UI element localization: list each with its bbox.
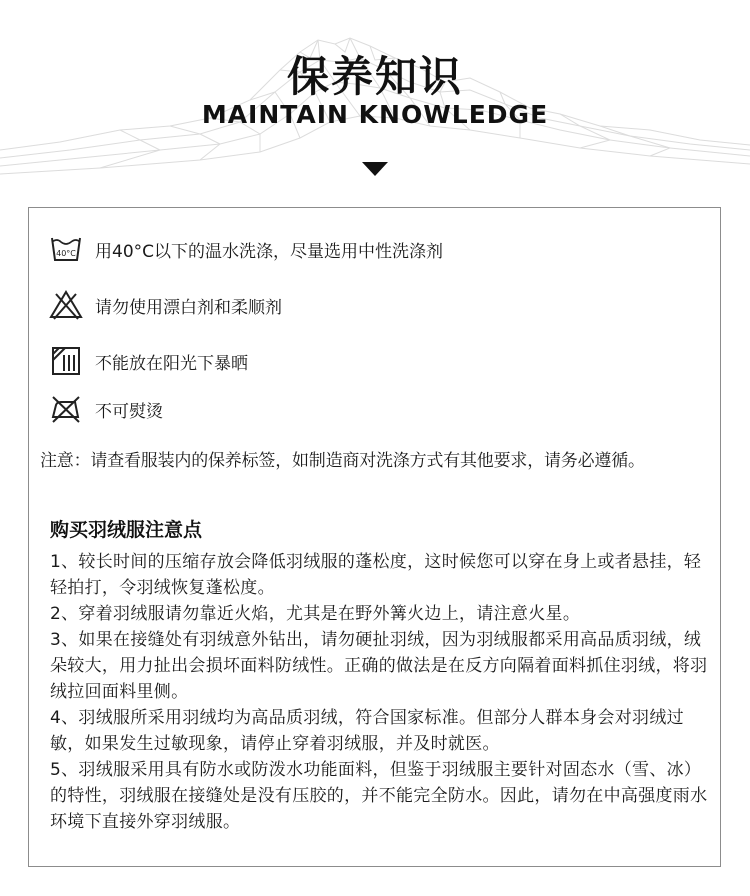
svg-text:40°C: 40°C (56, 249, 76, 258)
care-note: 注意：请查看服装内的保养标签，如制造商对洗涤方式有其他要求，请务必遵循。 (40, 451, 645, 471)
notice-item: 4、羽绒服所采用羽绒均为高品质羽绒，符合国家标准。但部分人群本身会对羽绒过敏，如果发生过敏现象，请停止穿着羽绒服，并及时就医。 (50, 708, 684, 754)
notice-item: 5、羽绒服采用具有防水或防泼水功能面料，但鉴于羽绒服主要针对固态水（雪、冰）的特性，羽绒服在接缝处是没有压胶的，并不能完全防水。因此，请勿在中高强度雨水环境下直接外穿羽绒服。 (50, 760, 708, 832)
care-info-box (28, 207, 721, 867)
no-bleach-icon (49, 290, 83, 320)
dry-in-shade-icon (49, 346, 83, 376)
notice-list (50, 549, 715, 835)
care-item-no-iron (49, 394, 163, 424)
notice-item: 3、如果在接缝处有羽绒意外钻出，请勿硬扯羽绒，因为羽绒服都采用高品质羽绒，绒朵较大，用力扯出会损坏面料防绒性。正确的做法是在反方向隔着面料抓住羽绒，将羽绒拉回面料里侧。 (50, 630, 708, 702)
care-item-no-bleach (49, 290, 282, 320)
down-arrow-icon (362, 162, 388, 176)
notice-item: 1、较长时间的压缩存放会降低羽绒服的蓬松度，这时候您可以穿在身上或者悬挂，轻轻拍打，令羽绒恢复蓬松度。 (50, 552, 702, 598)
no-iron-icon (49, 394, 83, 424)
section-title: 购买羽绒服注意点 (50, 519, 203, 541)
care-item-wash (49, 234, 443, 264)
care-item-label: 不可熨烫 (95, 401, 163, 422)
care-item-no-sun (49, 346, 248, 376)
notice-item: 2、穿着羽绒服请勿靠近火焰，尤其是在野外篝火边上，请注意火星。 (50, 604, 581, 624)
page-header (0, 0, 750, 200)
care-item-label: 不能放在阳光下暴晒 (95, 353, 248, 374)
page-title: 保养知识 (286, 52, 463, 101)
care-item-label: 请勿使用漂白剂和柔顺剂 (95, 297, 282, 318)
page-subtitle: MAINTAIN KNOWLEDGE (201, 100, 549, 129)
care-item-label: 用40°C以下的温水洗涤，尽量选用中性洗涤剂 (95, 241, 444, 262)
wash-40-icon (49, 234, 83, 264)
